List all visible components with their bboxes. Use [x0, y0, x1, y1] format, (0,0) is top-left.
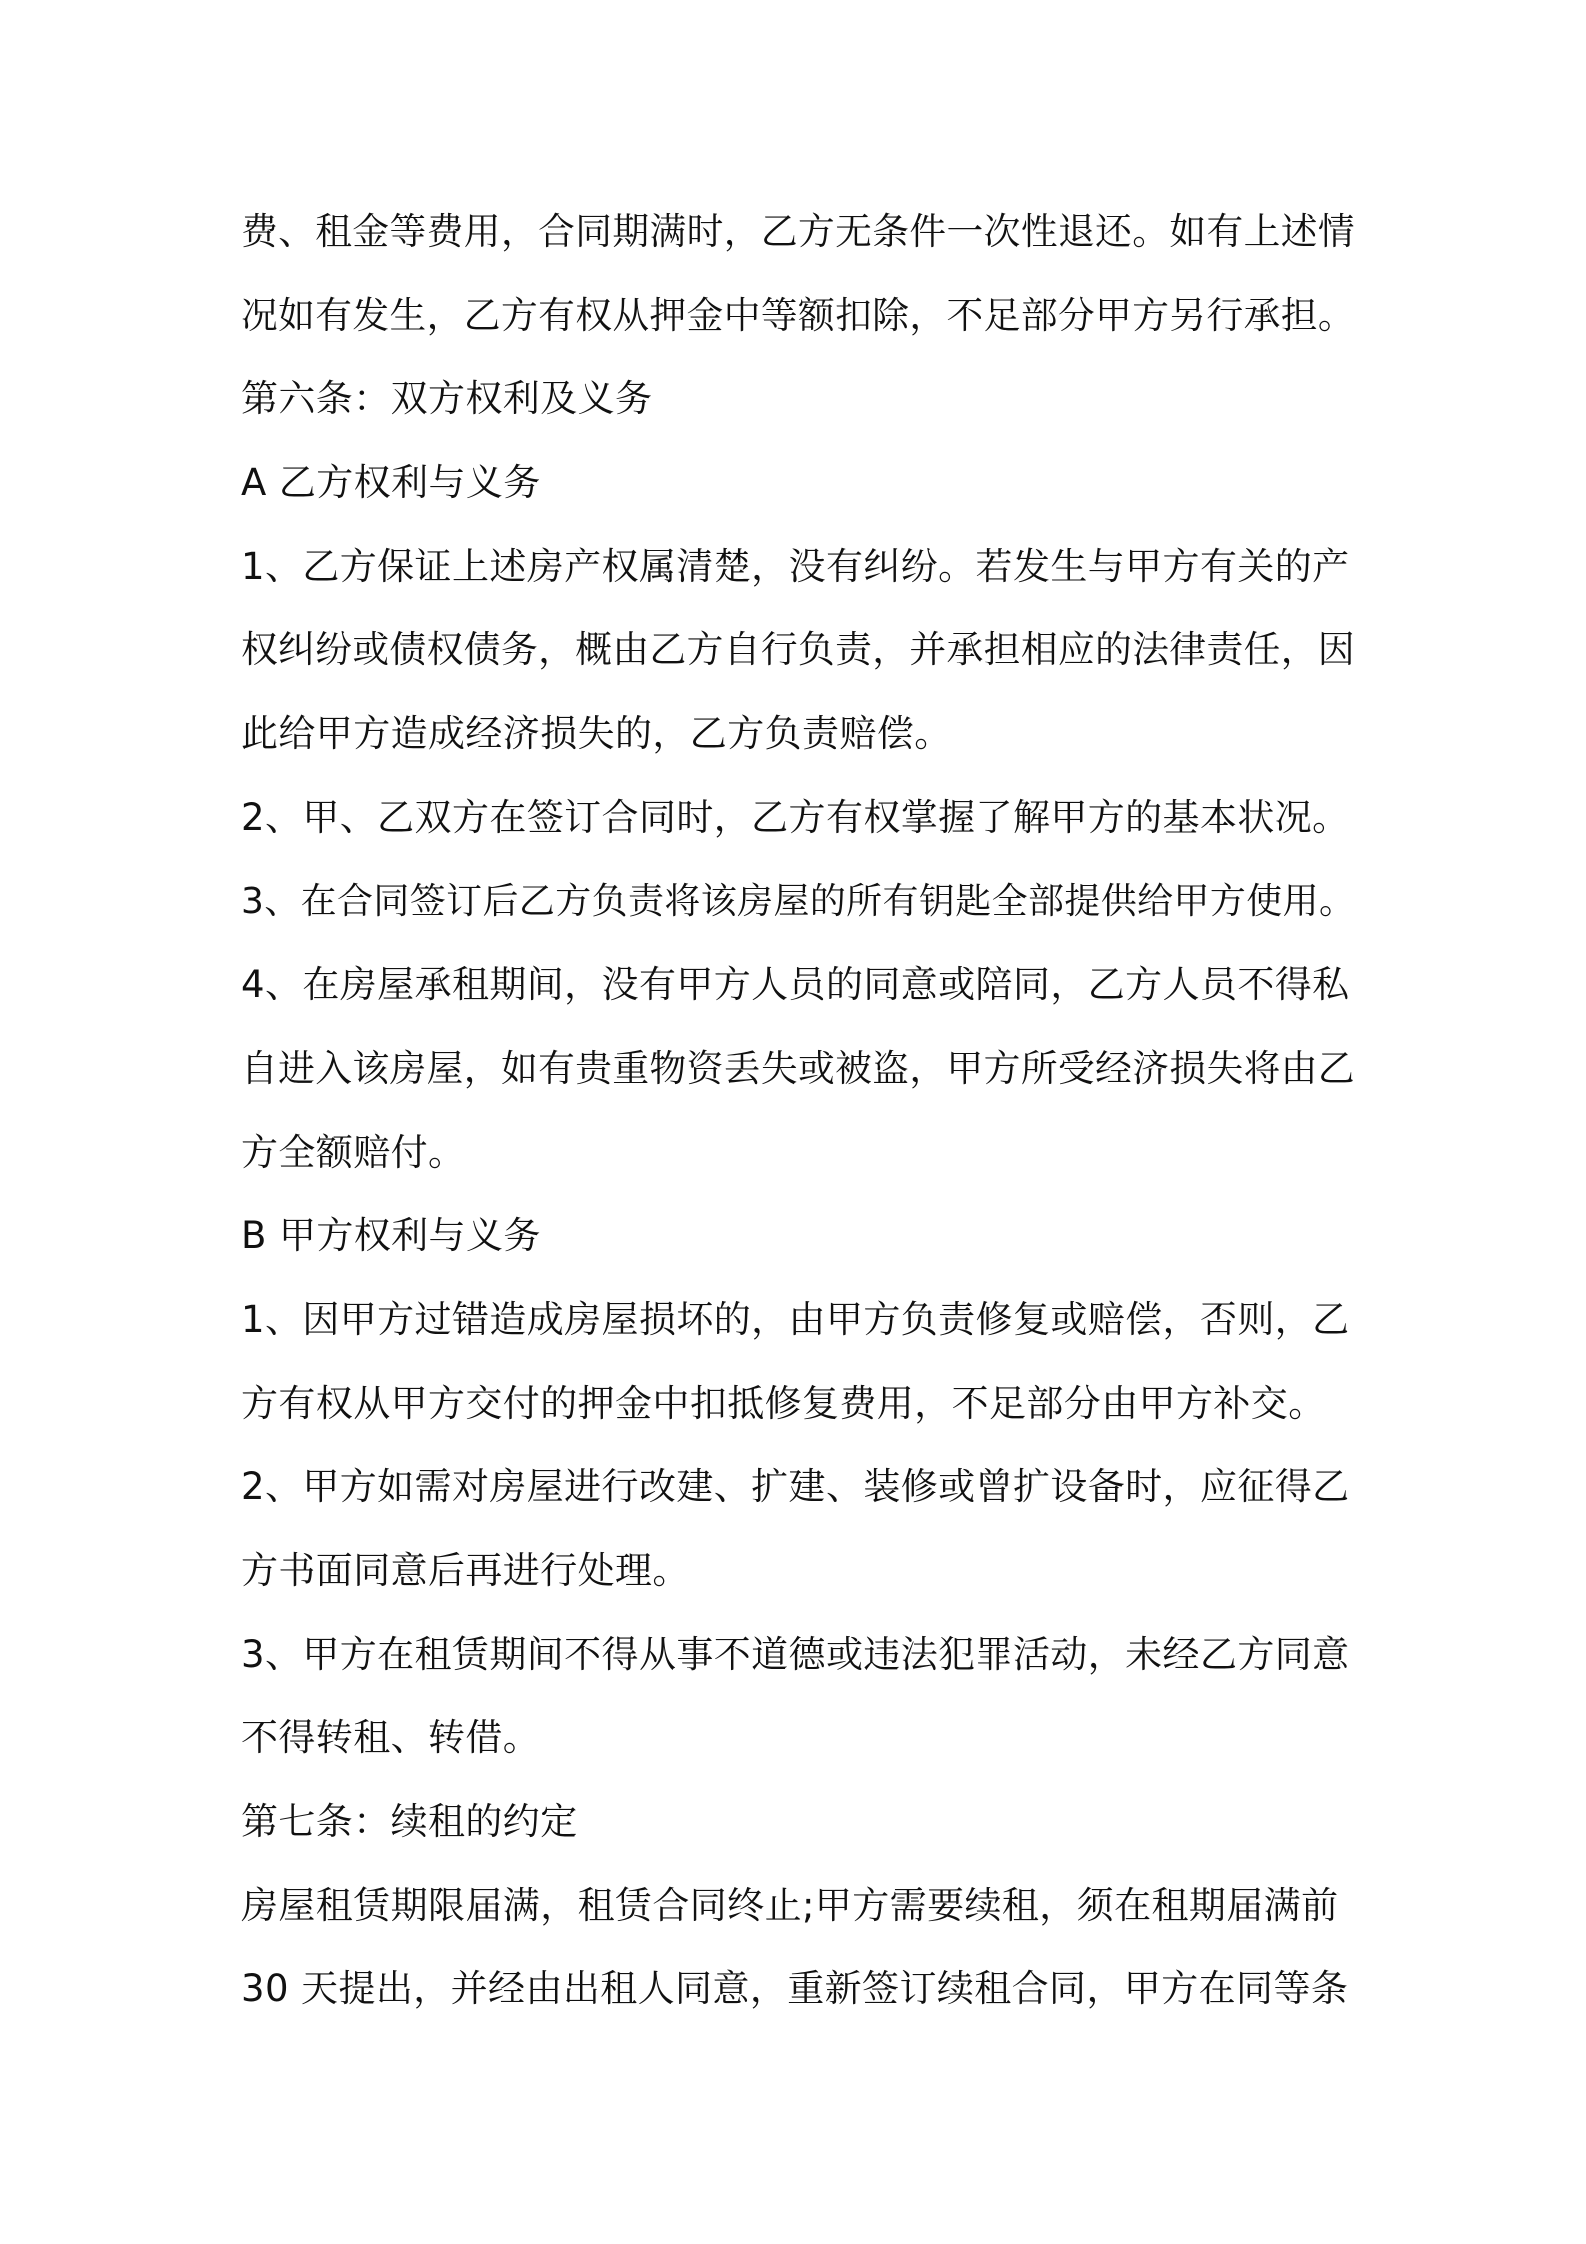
- text-line: 房屋租赁期限届满，租赁合同终止;甲方需要续租，须在租期届满前: [241, 1883, 1339, 1927]
- text-line: 1、因甲方过错造成房屋损坏的，由甲方负责修复或赔偿，否则，乙: [241, 1297, 1350, 1341]
- subsection-heading: A 乙方权利与义务: [241, 461, 541, 505]
- section-heading: 第六条：双方权利及义务: [241, 377, 653, 421]
- text-line: 30 天提出，并经由出租人同意，重新签订续租合同，甲方在同等条: [241, 1967, 1349, 2011]
- text-line: 不得转租、转借。: [241, 1716, 541, 1760]
- subsection-heading: B 甲方权利与义务: [241, 1214, 541, 1258]
- text-line: 况如有发生，乙方有权从押金中等额扣除，不足部分甲方另行承担。: [241, 293, 1356, 337]
- text-line: 方有权从甲方交付的押金中扣抵修复费用，不足部分由甲方补交。: [241, 1381, 1326, 1425]
- text-line: 方书面同意后再进行处理。: [241, 1549, 690, 1592]
- text-line: 2、甲方如需对房屋进行改建、扩建、装修或曾扩设备时，应征得乙: [241, 1465, 1350, 1509]
- text-line: 1、乙方保证上述房产权属清楚，没有纠纷。若发生与甲方有关的产: [241, 544, 1350, 588]
- document-body: [241, 190, 1361, 2031]
- text-line: 自进入该房屋，如有贵重物资丢失或被盗，甲方所受经济损失将由乙: [241, 1046, 1356, 1090]
- text-line: 4、在房屋承租期间，没有甲方人员的同意或陪同，乙方人员不得私: [241, 963, 1350, 1007]
- text-line: 3、在合同签订后乙方负责将该房屋的所有钥匙全部提供给甲方使用。: [241, 880, 1356, 922]
- text-line: 权纠纷或债权债务，概由乙方自行负责，并承担相应的法律责任，因: [241, 628, 1356, 672]
- text-line: 费、租金等费用，合同期满时，乙方无条件一次性退还。如有上述情: [241, 210, 1356, 253]
- text-line: 2、甲、乙双方在签订合同时，乙方有权掌握了解甲方的基本状况。: [241, 795, 1350, 839]
- text-line: 此给甲方造成经济损失的，乙方负责赔偿。: [241, 712, 952, 756]
- text-line: 方全额赔付。: [241, 1130, 466, 1174]
- section-heading: 第七条：续租的约定: [241, 1800, 578, 1844]
- text-line: 3、甲方在租赁期间不得从事不道德或违法犯罪活动，未经乙方同意: [241, 1632, 1350, 1676]
